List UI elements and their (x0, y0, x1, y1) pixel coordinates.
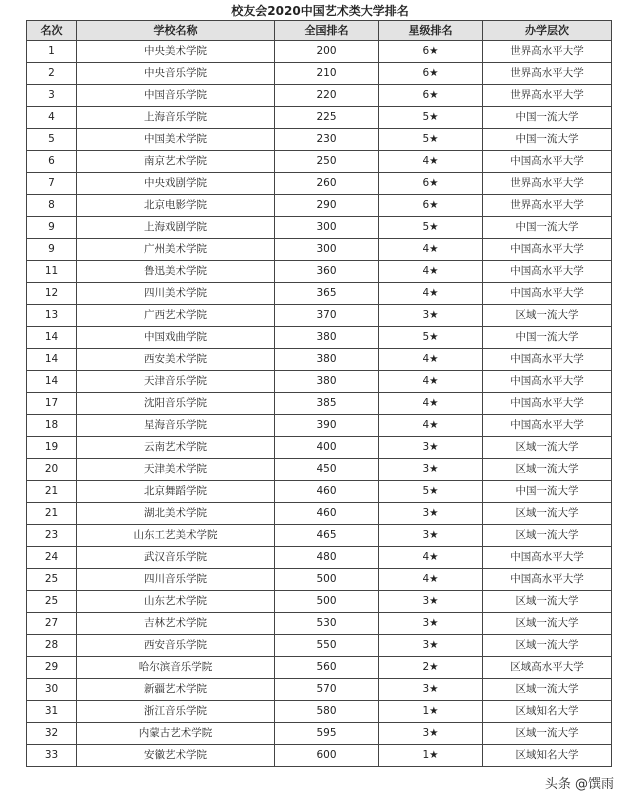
cell-school-level: 世界高水平大学 (483, 63, 612, 85)
table-row (27, 635, 612, 657)
cell-star-rank: 5★ (379, 217, 483, 239)
cell-rank: 28 (27, 635, 77, 657)
cell-rank: 11 (27, 261, 77, 283)
table-row (27, 173, 612, 195)
cell-star-rank: 4★ (379, 239, 483, 261)
cell-star-rank: 4★ (379, 547, 483, 569)
cell-star-rank: 3★ (379, 305, 483, 327)
cell-star-rank: 6★ (379, 173, 483, 195)
cell-school-level: 区域一流大学 (483, 459, 612, 481)
cell-school-name: 天津音乐学院 (77, 371, 275, 393)
cell-school-name: 浙江音乐学院 (77, 701, 275, 723)
cell-school-name: 上海音乐学院 (77, 107, 275, 129)
cell-rank: 14 (27, 349, 77, 371)
cell-star-rank: 1★ (379, 745, 483, 767)
watermark: 头条 @馔雨 (543, 773, 616, 792)
cell-national-rank: 230 (275, 129, 379, 151)
cell-school-level: 世界高水平大学 (483, 85, 612, 107)
cell-rank: 20 (27, 459, 77, 481)
cell-star-rank: 3★ (379, 437, 483, 459)
table-row (27, 63, 612, 85)
table-header-row (27, 21, 612, 41)
cell-national-rank: 460 (275, 503, 379, 525)
cell-rank: 3 (27, 85, 77, 107)
cell-star-rank: 3★ (379, 613, 483, 635)
table-row (27, 129, 612, 151)
table-row (27, 745, 612, 767)
cell-national-rank: 600 (275, 745, 379, 767)
cell-rank: 12 (27, 283, 77, 305)
table-row (27, 195, 612, 217)
cell-rank: 30 (27, 679, 77, 701)
cell-national-rank: 500 (275, 569, 379, 591)
cell-national-rank: 400 (275, 437, 379, 459)
cell-star-rank: 6★ (379, 85, 483, 107)
table-row (27, 613, 612, 635)
cell-national-rank: 200 (275, 41, 379, 63)
cell-rank: 29 (27, 657, 77, 679)
table-row (27, 481, 612, 503)
cell-star-rank: 3★ (379, 459, 483, 481)
cell-school-level: 区域一流大学 (483, 437, 612, 459)
header-school-level: 办学层次 (483, 21, 612, 41)
cell-national-rank: 300 (275, 217, 379, 239)
cell-rank: 32 (27, 723, 77, 745)
cell-school-level: 世界高水平大学 (483, 41, 612, 63)
cell-school-name: 中国戏曲学院 (77, 327, 275, 349)
cell-national-rank: 460 (275, 481, 379, 503)
cell-national-rank: 480 (275, 547, 379, 569)
cell-school-name: 南京艺术学院 (77, 151, 275, 173)
cell-star-rank: 3★ (379, 591, 483, 613)
cell-national-rank: 290 (275, 195, 379, 217)
cell-national-rank: 550 (275, 635, 379, 657)
cell-national-rank: 500 (275, 591, 379, 613)
cell-school-level: 区域一流大学 (483, 635, 612, 657)
header-national-rank: 全国排名 (275, 21, 379, 41)
cell-school-level: 中国高水平大学 (483, 547, 612, 569)
cell-national-rank: 380 (275, 349, 379, 371)
table-row (27, 261, 612, 283)
cell-school-level: 世界高水平大学 (483, 173, 612, 195)
cell-school-level: 区域一流大学 (483, 525, 612, 547)
cell-star-rank: 4★ (379, 261, 483, 283)
cell-school-name: 星海音乐学院 (77, 415, 275, 437)
cell-rank: 17 (27, 393, 77, 415)
cell-rank: 31 (27, 701, 77, 723)
cell-star-rank: 3★ (379, 679, 483, 701)
cell-national-rank: 450 (275, 459, 379, 481)
cell-rank: 5 (27, 129, 77, 151)
cell-rank: 9 (27, 239, 77, 261)
cell-school-name: 天津美术学院 (77, 459, 275, 481)
table-row (27, 415, 612, 437)
cell-school-level: 中国一流大学 (483, 327, 612, 349)
cell-star-rank: 5★ (379, 107, 483, 129)
header-star-rank: 星级排名 (379, 21, 483, 41)
cell-rank: 14 (27, 371, 77, 393)
cell-school-level: 中国一流大学 (483, 481, 612, 503)
cell-star-rank: 6★ (379, 41, 483, 63)
cell-school-name: 中央音乐学院 (77, 63, 275, 85)
cell-school-name: 湖北美术学院 (77, 503, 275, 525)
cell-star-rank: 3★ (379, 525, 483, 547)
table-row (27, 393, 612, 415)
table-row (27, 41, 612, 63)
table-row (27, 437, 612, 459)
cell-rank: 23 (27, 525, 77, 547)
cell-star-rank: 5★ (379, 481, 483, 503)
header-rank: 名次 (27, 21, 77, 41)
cell-national-rank: 260 (275, 173, 379, 195)
cell-star-rank: 6★ (379, 195, 483, 217)
cell-school-level: 中国高水平大学 (483, 415, 612, 437)
cell-school-level: 中国高水平大学 (483, 393, 612, 415)
cell-school-level: 区域一流大学 (483, 679, 612, 701)
table-row (27, 217, 612, 239)
cell-national-rank: 595 (275, 723, 379, 745)
table-body (27, 41, 612, 767)
cell-school-level: 世界高水平大学 (483, 195, 612, 217)
table-row (27, 657, 612, 679)
cell-school-name: 吉林艺术学院 (77, 613, 275, 635)
cell-school-name: 四川美术学院 (77, 283, 275, 305)
cell-rank: 13 (27, 305, 77, 327)
cell-school-name: 中国美术学院 (77, 129, 275, 151)
cell-national-rank: 580 (275, 701, 379, 723)
cell-school-name: 中央戏剧学院 (77, 173, 275, 195)
cell-national-rank: 380 (275, 327, 379, 349)
cell-school-name: 广州美术学院 (77, 239, 275, 261)
cell-star-rank: 4★ (379, 349, 483, 371)
cell-rank: 27 (27, 613, 77, 635)
cell-national-rank: 390 (275, 415, 379, 437)
table-row (27, 305, 612, 327)
cell-school-name: 新疆艺术学院 (77, 679, 275, 701)
cell-school-level: 区域知名大学 (483, 701, 612, 723)
cell-school-level: 中国一流大学 (483, 107, 612, 129)
cell-school-name: 中国音乐学院 (77, 85, 275, 107)
table-row (27, 239, 612, 261)
cell-national-rank: 380 (275, 371, 379, 393)
cell-star-rank: 4★ (379, 151, 483, 173)
table-row (27, 283, 612, 305)
cell-school-name: 上海戏剧学院 (77, 217, 275, 239)
cell-national-rank: 210 (275, 63, 379, 85)
cell-star-rank: 3★ (379, 503, 483, 525)
cell-national-rank: 570 (275, 679, 379, 701)
cell-star-rank: 4★ (379, 371, 483, 393)
cell-rank: 4 (27, 107, 77, 129)
cell-school-name: 云南艺术学院 (77, 437, 275, 459)
cell-school-name: 内蒙古艺术学院 (77, 723, 275, 745)
cell-national-rank: 360 (275, 261, 379, 283)
cell-school-level: 中国一流大学 (483, 217, 612, 239)
cell-school-level: 中国高水平大学 (483, 349, 612, 371)
cell-school-level: 区域高水平大学 (483, 657, 612, 679)
cell-rank: 6 (27, 151, 77, 173)
cell-school-name: 哈尔滨音乐学院 (77, 657, 275, 679)
cell-school-level: 区域知名大学 (483, 745, 612, 767)
cell-star-rank: 3★ (379, 635, 483, 657)
cell-school-level: 区域一流大学 (483, 723, 612, 745)
cell-star-rank: 2★ (379, 657, 483, 679)
table-row (27, 591, 612, 613)
cell-national-rank: 225 (275, 107, 379, 129)
cell-school-level: 中国一流大学 (483, 129, 612, 151)
cell-star-rank: 3★ (379, 723, 483, 745)
cell-rank: 1 (27, 41, 77, 63)
cell-school-level: 区域一流大学 (483, 305, 612, 327)
cell-rank: 9 (27, 217, 77, 239)
cell-star-rank: 5★ (379, 327, 483, 349)
page-title: 校友会2020中国艺术类大学排名 (231, 4, 409, 18)
cell-school-name: 北京电影学院 (77, 195, 275, 217)
cell-school-name: 武汉音乐学院 (77, 547, 275, 569)
header-school-name: 学校名称 (77, 21, 275, 41)
cell-rank: 2 (27, 63, 77, 85)
cell-rank: 33 (27, 745, 77, 767)
cell-national-rank: 250 (275, 151, 379, 173)
cell-school-level: 区域一流大学 (483, 613, 612, 635)
table-row (27, 723, 612, 745)
cell-school-name: 山东工艺美术学院 (77, 525, 275, 547)
cell-star-rank: 5★ (379, 129, 483, 151)
table-row (27, 503, 612, 525)
cell-school-name: 北京舞蹈学院 (77, 481, 275, 503)
table-row (27, 525, 612, 547)
cell-school-level: 中国高水平大学 (483, 569, 612, 591)
table-row (27, 349, 612, 371)
cell-national-rank: 385 (275, 393, 379, 415)
cell-star-rank: 6★ (379, 63, 483, 85)
table-row (27, 679, 612, 701)
cell-rank: 7 (27, 173, 77, 195)
cell-school-name: 西安美术学院 (77, 349, 275, 371)
cell-school-level: 区域一流大学 (483, 503, 612, 525)
cell-rank: 25 (27, 569, 77, 591)
cell-rank: 19 (27, 437, 77, 459)
cell-rank: 21 (27, 481, 77, 503)
table-row (27, 107, 612, 129)
cell-national-rank: 560 (275, 657, 379, 679)
table-row (27, 459, 612, 481)
table-row (27, 85, 612, 107)
cell-national-rank: 220 (275, 85, 379, 107)
cell-rank: 14 (27, 327, 77, 349)
cell-national-rank: 370 (275, 305, 379, 327)
table-row (27, 547, 612, 569)
cell-rank: 8 (27, 195, 77, 217)
cell-rank: 18 (27, 415, 77, 437)
cell-school-level: 中国高水平大学 (483, 151, 612, 173)
cell-school-name: 中央美术学院 (77, 41, 275, 63)
cell-school-level: 中国高水平大学 (483, 371, 612, 393)
table-row (27, 701, 612, 723)
table-row (27, 151, 612, 173)
cell-national-rank: 365 (275, 283, 379, 305)
cell-school-name: 广西艺术学院 (77, 305, 275, 327)
cell-school-name: 沈阳音乐学院 (77, 393, 275, 415)
ranking-table (26, 20, 612, 767)
cell-school-name: 安徽艺术学院 (77, 745, 275, 767)
table-row (27, 371, 612, 393)
cell-star-rank: 4★ (379, 283, 483, 305)
cell-star-rank: 4★ (379, 393, 483, 415)
cell-school-level: 区域一流大学 (483, 591, 612, 613)
cell-star-rank: 4★ (379, 569, 483, 591)
cell-school-name: 四川音乐学院 (77, 569, 275, 591)
cell-rank: 25 (27, 591, 77, 613)
cell-national-rank: 465 (275, 525, 379, 547)
cell-national-rank: 530 (275, 613, 379, 635)
cell-star-rank: 4★ (379, 415, 483, 437)
cell-school-name: 鲁迅美术学院 (77, 261, 275, 283)
cell-school-name: 西安音乐学院 (77, 635, 275, 657)
cell-school-level: 中国高水平大学 (483, 283, 612, 305)
table-row (27, 569, 612, 591)
cell-school-level: 中国高水平大学 (483, 239, 612, 261)
cell-school-name: 山东艺术学院 (77, 591, 275, 613)
table-row (27, 327, 612, 349)
cell-rank: 24 (27, 547, 77, 569)
cell-rank: 21 (27, 503, 77, 525)
cell-school-level: 中国高水平大学 (483, 261, 612, 283)
cell-national-rank: 300 (275, 239, 379, 261)
cell-star-rank: 1★ (379, 701, 483, 723)
